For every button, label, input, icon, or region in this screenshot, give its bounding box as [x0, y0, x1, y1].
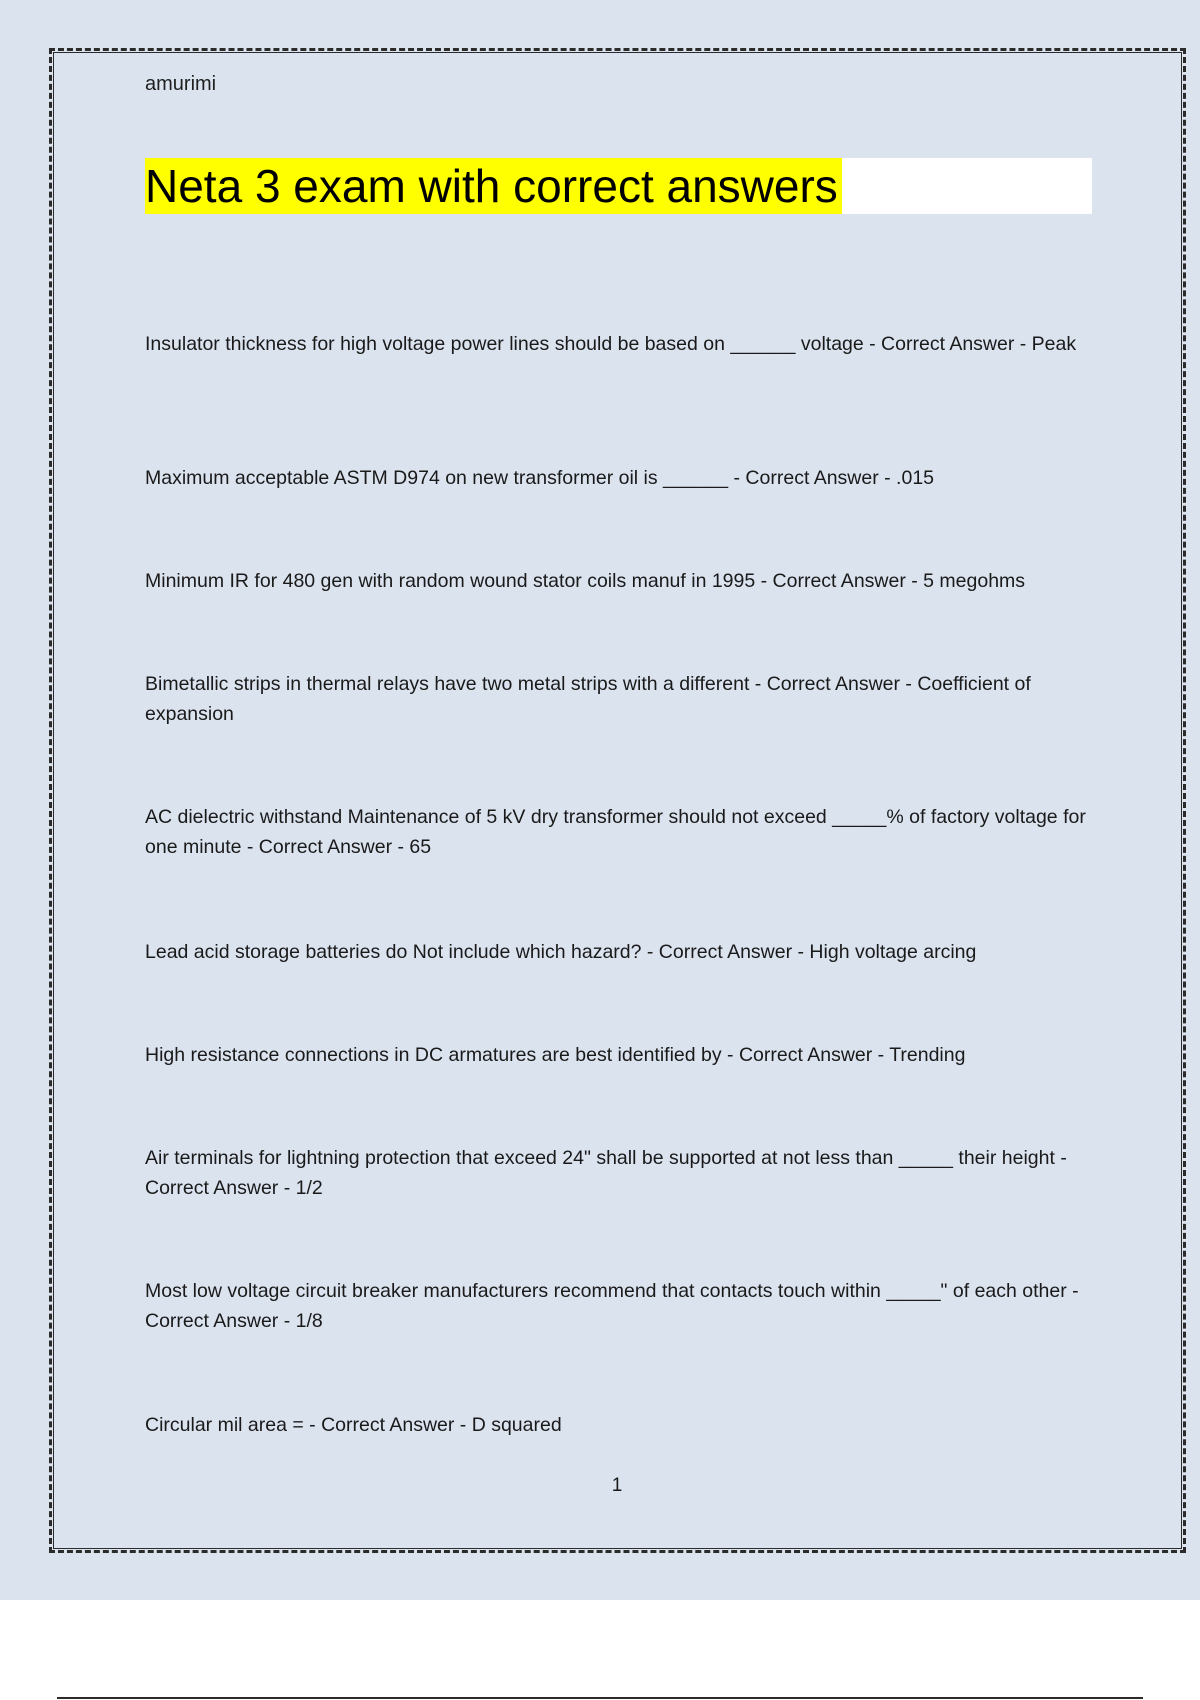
question-item-4: Bimetallic strips in thermal relays have two metal strips with a different - Correct Answer - Coefficient of expansion	[145, 673, 1031, 725]
question-item-7: High resistance connections in DC armatures are best identified by - Correct Answer - Trending	[145, 1044, 966, 1066]
question-item-9: Most low voltage circuit breaker manufacturers recommend that contacts touch within _____" of each other - Correct Answer - 1/8	[145, 1280, 1079, 1332]
question-item-10: Circular mil area = - Correct Answer - D squared	[145, 1414, 562, 1436]
question-item-6: Lead acid storage batteries do Not include which hazard? - Correct Answer - High voltage arcing	[145, 941, 977, 963]
page-number: 1	[611, 1475, 623, 1496]
question-item-5: AC dielectric withstand Maintenance of 5 kV dry transformer should not exceed _____% of factory voltage for one minute - Correct Answer - 65	[145, 806, 1086, 858]
question-item-1: Insulator thickness for high voltage power lines should be based on ______ voltage - Correct Answer - Peak	[145, 333, 1077, 355]
document-title: Neta 3 exam with correct answers	[145, 158, 842, 214]
question-item-8: Air terminals for lightning protection that exceed 24" shall be supported at not less than _____ their height - Correct Answer - 1/2	[145, 1147, 1067, 1199]
author-name: amurimi	[145, 73, 217, 95]
footer-rule	[57, 1697, 1143, 1699]
question-item-3: Minimum IR for 480 gen with random wound stator coils manuf in 1995 - Correct Answer - 5 megohms	[145, 570, 1026, 592]
question-item-2: Maximum acceptable ASTM D974 on new transformer oil is ______ - Correct Answer - .015	[145, 467, 935, 489]
